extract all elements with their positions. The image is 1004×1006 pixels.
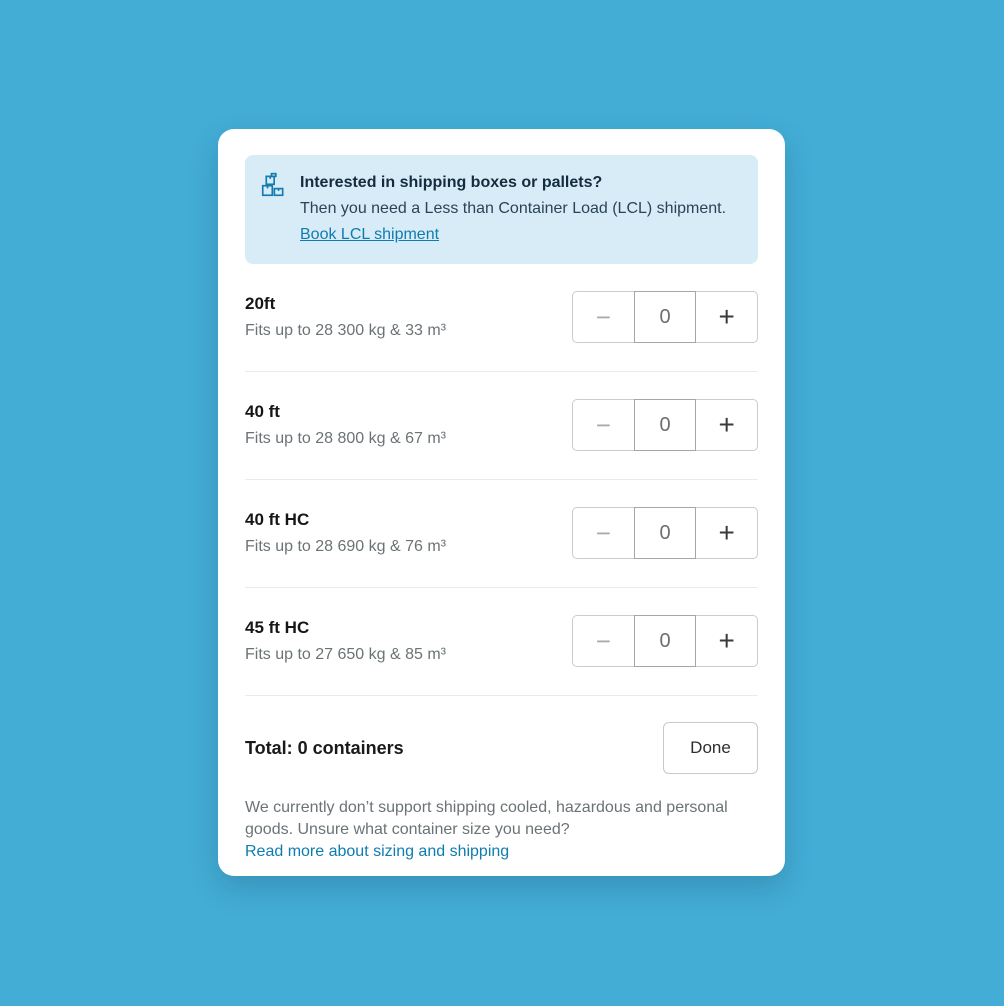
container-capacity: Fits up to 28 300 kg & 33 m³ (245, 322, 446, 339)
quantity-value[interactable]: 0 (634, 615, 697, 667)
banner-text-block (300, 170, 726, 248)
quantity-stepper (572, 615, 758, 667)
quantity-stepper (572, 507, 758, 559)
shipping-boxes-icon (259, 170, 287, 248)
quantity-value[interactable]: 0 (634, 291, 697, 343)
container-row-text (245, 402, 446, 448)
quantity-stepper (572, 291, 758, 343)
container-name: 40 ft (245, 402, 280, 421)
book-lcl-link[interactable]: Book LCL shipment (300, 226, 440, 243)
quantity-value[interactable]: 0 (634, 507, 697, 559)
increase-button[interactable]: + (696, 400, 757, 450)
decrease-button[interactable]: − (573, 400, 634, 450)
decrease-button[interactable]: − (573, 508, 634, 558)
container-row-20ft (245, 264, 758, 372)
container-capacity: Fits up to 28 800 kg & 67 m³ (245, 430, 446, 447)
container-row-text (245, 510, 446, 556)
done-button[interactable]: Done (663, 722, 758, 774)
footer (245, 797, 758, 863)
container-capacity: Fits up to 27 650 kg & 85 m³ (245, 646, 446, 663)
quantity-stepper (572, 399, 758, 451)
container-row-text (245, 294, 446, 340)
total-containers-label: Total: 0 containers (245, 737, 404, 758)
decrease-button[interactable]: − (573, 616, 634, 666)
increase-button[interactable]: + (696, 508, 757, 558)
container-row-40ft (245, 372, 758, 480)
container-name: 20ft (245, 294, 276, 313)
summary-row (245, 696, 758, 774)
container-name: 40 ft HC (245, 510, 310, 529)
container-row-text (245, 618, 446, 664)
footer-disclaimer: We currently don’t support shipping cooled, hazardous and personal goods. Unsure what container size you need? (245, 799, 728, 838)
banner-body: Then you need a Less than Container Load (LCL) shipment. (300, 200, 727, 217)
container-picker-card (218, 129, 785, 876)
decrease-button[interactable]: − (573, 292, 634, 342)
lcl-info-banner (245, 155, 758, 264)
increase-button[interactable]: + (696, 292, 757, 342)
banner-title: Interested in shipping boxes or pallets? (300, 174, 603, 191)
container-row-40ft-hc (245, 480, 758, 588)
increase-button[interactable]: + (696, 616, 757, 666)
container-capacity: Fits up to 28 690 kg & 76 m³ (245, 538, 446, 555)
container-name: 45 ft HC (245, 618, 310, 637)
read-more-link[interactable]: Read more about sizing and shipping (245, 843, 510, 860)
container-row-45ft-hc (245, 588, 758, 696)
quantity-value[interactable]: 0 (634, 399, 697, 451)
